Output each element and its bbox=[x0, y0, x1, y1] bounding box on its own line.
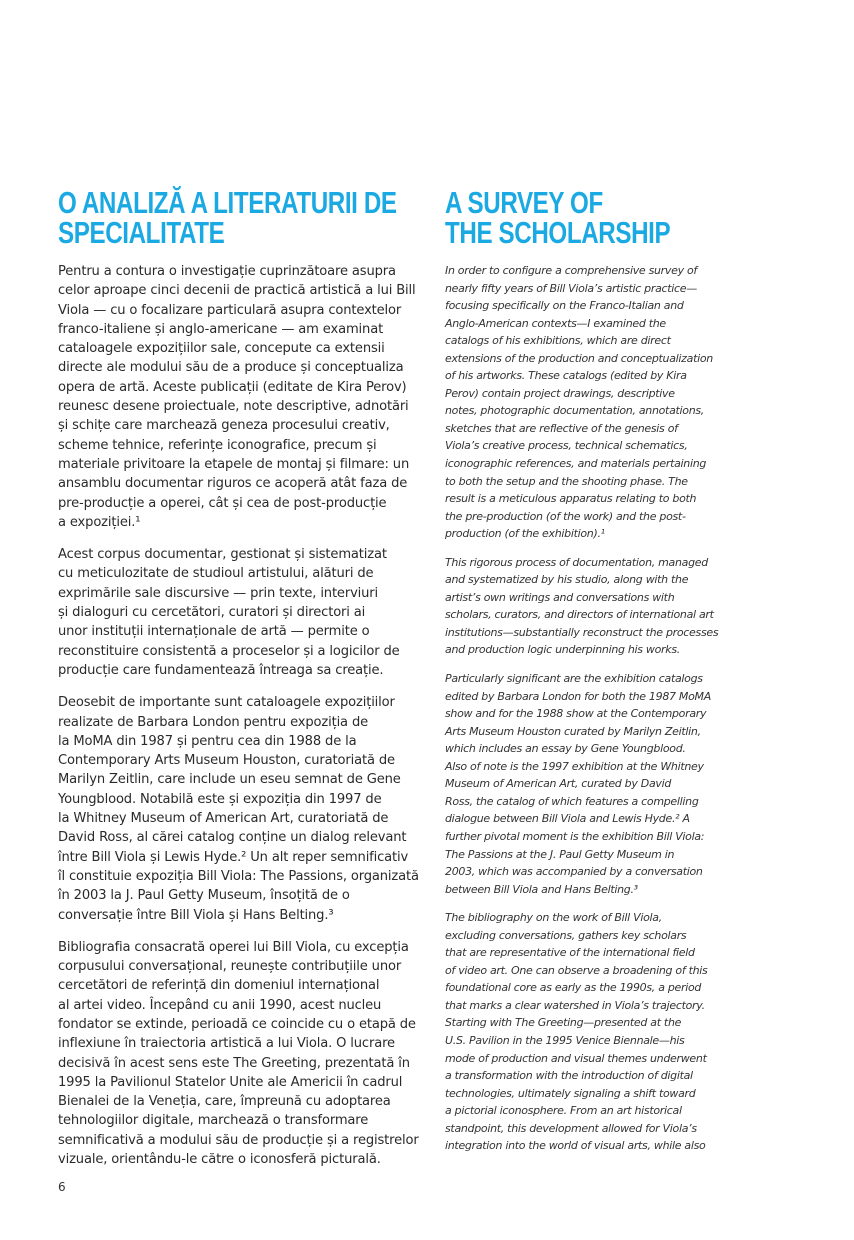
text-line: reconstituire consistentă a proceselor și a logicilor de bbox=[58, 643, 400, 659]
text-line: production (of the exhibition).¹ bbox=[445, 527, 605, 541]
text-line: nearly fifty years of Bill Viola’s artistic practice— bbox=[445, 281, 697, 295]
text-line: U.S. Pavilion in the 1995 Venice Biennale—his bbox=[445, 1033, 685, 1047]
text-line: sketches that are reflective of the genesis of bbox=[445, 421, 678, 435]
text-line: inflexiune în traiectoria artistică a lui Viola. O lucrare bbox=[58, 1036, 395, 1052]
text-line: and production logic underpinning his works. bbox=[445, 643, 680, 657]
heading-line: A SURVEY OF bbox=[445, 185, 603, 220]
text-line: la MoMA din 1987 și pentru cea din 1988 de la bbox=[58, 733, 357, 749]
text-line: edited by Barbara London for both the 1987 MoMA bbox=[445, 689, 711, 703]
text-line: vizuale, orientându-le către o iconosferă picturală. bbox=[58, 1152, 381, 1168]
text-line: In order to configure a comprehensive survey of bbox=[445, 264, 697, 277]
text-line: notes, photographic documentation, annotations, bbox=[445, 404, 705, 418]
text-line: Contemporary Arts Museum Houston, curatoriată de bbox=[58, 753, 395, 769]
text-line: that are representative of the international field bbox=[445, 946, 695, 960]
paragraph bbox=[58, 693, 419, 925]
text-line: Deosebit de importante sunt cataloagele expozițiilor bbox=[58, 695, 395, 711]
text-line: producție care fundamentează întreaga sa creație. bbox=[58, 662, 384, 678]
text-line: Pentru a contura o investigație cuprinzătoare asupra bbox=[58, 264, 396, 279]
romanian-column bbox=[58, 185, 419, 1182]
text-line: îl constituie expoziția Bill Viola: The Passions, organizată bbox=[58, 868, 419, 884]
text-line: to both the setup and the shooting phase. The bbox=[445, 474, 688, 488]
text-line: between Bill Viola and Hans Belting.³ bbox=[445, 882, 638, 896]
text-line: Perov) contain project drawings, descriptive bbox=[445, 386, 675, 400]
text-line: Marilyn Zeitlin, care include un eseu semnat de Gene bbox=[58, 772, 401, 788]
text-line: institutions—substantially reconstruct the processes bbox=[445, 625, 719, 639]
text-line: Arts Museum Houston curated by Marilyn Zeitlin, bbox=[445, 724, 701, 738]
text-line: standpoint, this development allowed for Viola’s bbox=[445, 1121, 697, 1135]
text-line: Particularly significant are the exhibition catalogs bbox=[445, 672, 703, 686]
text-line: Viola’s creative process, technical schematics, bbox=[445, 439, 688, 453]
text-line: Also of note is the 1997 exhibition at the Whitney bbox=[445, 759, 704, 773]
text-line: that marks a clear watershed in Viola’s trajectory. bbox=[445, 998, 705, 1012]
paragraph bbox=[58, 545, 398, 680]
text-line: artist’s own writings and conversations with bbox=[445, 590, 675, 604]
text-line: foundational core as early as the 1990s, a period bbox=[445, 981, 702, 995]
text-line: Youngblood. Notabilă este și expoziția din 1997 de bbox=[58, 791, 382, 807]
text-line: the pre-production (of the work) and the post- bbox=[445, 509, 686, 523]
text-line: și schițe care marchează geneza procesului creativ, bbox=[58, 418, 390, 434]
text-line: în 2003 la J. Paul Getty Museum, însoțită de o bbox=[58, 888, 350, 904]
text-line: cercetători de referință din domeniul internațional bbox=[58, 978, 380, 994]
english-column bbox=[445, 185, 725, 1166]
text-line: decisivă în acest sens este The Greeting, prezentată în bbox=[58, 1055, 410, 1071]
text-line: opera de artă. Aceste publicații (editate de Kira Perov) bbox=[58, 379, 407, 395]
text-line: corpusului conversațional, reunește contribuțiile unor bbox=[58, 959, 402, 975]
text-line: The bibliography on the work of Bill Viola, bbox=[445, 911, 662, 925]
paragraph bbox=[445, 670, 725, 898]
text-line: al artei video. Începând cu anii 1990, acest nucleu bbox=[58, 997, 382, 1013]
text-line: materiale privitoare la etapele de montaj și filmare: un bbox=[58, 456, 410, 472]
text-line: franco-italiene și anglo-americane — am examinat bbox=[58, 321, 384, 337]
text-line: Starting with The Greeting—presented at the bbox=[445, 1016, 682, 1030]
text-line: show and for the 1988 show at the Contemporary bbox=[445, 707, 707, 721]
text-line: scheme tehnice, referințe iconografice, precum și bbox=[58, 437, 377, 453]
text-line: unor instituții internaționale de artă — permite o bbox=[58, 624, 370, 640]
text-line: result is a meticulous apparatus relating to both bbox=[445, 492, 697, 506]
text-line: of his artworks. These catalogs (edited by Kira bbox=[445, 369, 687, 383]
text-line: catalogs of his exhibitions, which are direct bbox=[445, 334, 671, 348]
text-line: Bienalei de la Veneția, care, împreună cu adoptarea bbox=[58, 1094, 391, 1110]
text-line: fondator se extinde, perioadă ce coincide cu o etapă de bbox=[58, 1016, 416, 1032]
page-number: 6 bbox=[58, 1180, 66, 1194]
paragraph bbox=[445, 554, 725, 659]
text-line: ansamblu documentar riguros ce acoperă atât faza de bbox=[58, 476, 408, 492]
text-line: cu meticulozitate de studioul artistului, alături de bbox=[58, 566, 374, 582]
romanian-heading bbox=[58, 185, 397, 250]
text-line: conversație între Bill Viola și Hans Belting.³ bbox=[58, 907, 334, 923]
text-line: a transformation with the introduction of digital bbox=[445, 1069, 693, 1083]
paragraph bbox=[445, 262, 725, 543]
text-line: Viola — cu o focalizare particulară asupra contextelor bbox=[58, 302, 402, 318]
text-line: focusing specifically on the Franco-Italian and bbox=[445, 299, 684, 313]
text-line: excluding conversations, gathers key scholars bbox=[445, 928, 687, 942]
text-line: pre-producție a operei, cât și cea de post-producție bbox=[58, 495, 387, 511]
text-line: semnificativă a modului său de producție și a registrelor bbox=[58, 1132, 419, 1148]
text-line: dialogue between Bill Viola and Lewis Hyde.² A bbox=[445, 812, 690, 826]
text-line: realizate de Barbara London pentru expoziția de bbox=[58, 714, 369, 730]
paragraph bbox=[58, 262, 416, 532]
text-line: și dialoguri cu cercetători, curatori și directori ai bbox=[58, 605, 366, 621]
text-line: a pictorial iconosphere. From an art historical bbox=[445, 1104, 682, 1118]
text-line: 1995 la Pavilionul Statelor Unite ale Americii în cadrul bbox=[58, 1074, 403, 1090]
text-line: reunesc desene proiectuale, note descriptive, adnotări bbox=[58, 399, 409, 415]
text-line: integration into the world of visual arts, while also bbox=[445, 1139, 706, 1153]
text-line: Bibliografia consacrată operei lui Bill Viola, cu excepția bbox=[58, 939, 409, 955]
text-line: The Passions at the J. Paul Getty Museum in bbox=[445, 847, 675, 861]
text-line: exprimările sale discursive — prin texte, interviuri bbox=[58, 585, 379, 601]
text-line: celor aproape cinci decenii de practică artistică a lui Bill bbox=[58, 283, 416, 299]
english-heading bbox=[445, 185, 671, 250]
text-line: directe ale modului său de a produce și conceptualiza bbox=[58, 360, 404, 376]
text-line: David Ross, al cărei catalog conține un dialog relevant bbox=[58, 830, 407, 846]
text-line: This rigorous process of documentation, managed bbox=[445, 555, 708, 569]
text-line: Anglo-American contexts—I examined the bbox=[445, 316, 666, 330]
heading-line: O ANALIZĂ A LITERATURII DE bbox=[58, 185, 397, 220]
text-line: tehnologiilor digitale, marchează o transformare bbox=[58, 1113, 369, 1129]
text-line: extensions of the production and conceptualization bbox=[445, 351, 713, 365]
text-line: Acest corpus documentar, gestionat și sistematizat bbox=[58, 547, 387, 563]
text-line: între Bill Viola și Lewis Hyde.² Un alt reper semnificativ bbox=[58, 849, 409, 865]
text-line: iconographic references, and materials pertaining bbox=[445, 457, 707, 471]
text-line: scholars, curators, and directors of international art bbox=[445, 608, 714, 622]
paragraph bbox=[58, 938, 419, 1170]
text-line: of video art. One can observe a broadening of this bbox=[445, 963, 708, 977]
text-line: further pivotal moment is the exhibition Bill Viola: bbox=[445, 829, 705, 843]
heading-line: SPECIALITATE bbox=[58, 215, 225, 250]
paragraph bbox=[445, 909, 725, 1155]
text-line: Ross, the catalog of which features a compelling bbox=[445, 794, 699, 808]
text-line: cataloagele expozițiilor sale, concepute ca extensii bbox=[58, 341, 385, 357]
text-line: la Whitney Museum of American Art, curatoriată de bbox=[58, 811, 389, 827]
text-line: technologies, ultimately signaling a shift toward bbox=[445, 1086, 696, 1100]
text-line: and systematized by his studio, along with the bbox=[445, 573, 689, 587]
text-line: mode of production and visual themes underwent bbox=[445, 1051, 707, 1065]
english-body bbox=[445, 262, 725, 1155]
text-line: 2003, which was accompanied by a conversation bbox=[445, 865, 703, 879]
romanian-body bbox=[58, 262, 419, 1169]
text-line: which includes an essay by Gene Youngblood. bbox=[445, 742, 686, 756]
heading-line: THE SCHOLARSHIP bbox=[445, 215, 671, 250]
text-line: a expoziției.¹ bbox=[58, 514, 141, 530]
text-line: Museum of American Art, curated by David bbox=[445, 777, 672, 791]
